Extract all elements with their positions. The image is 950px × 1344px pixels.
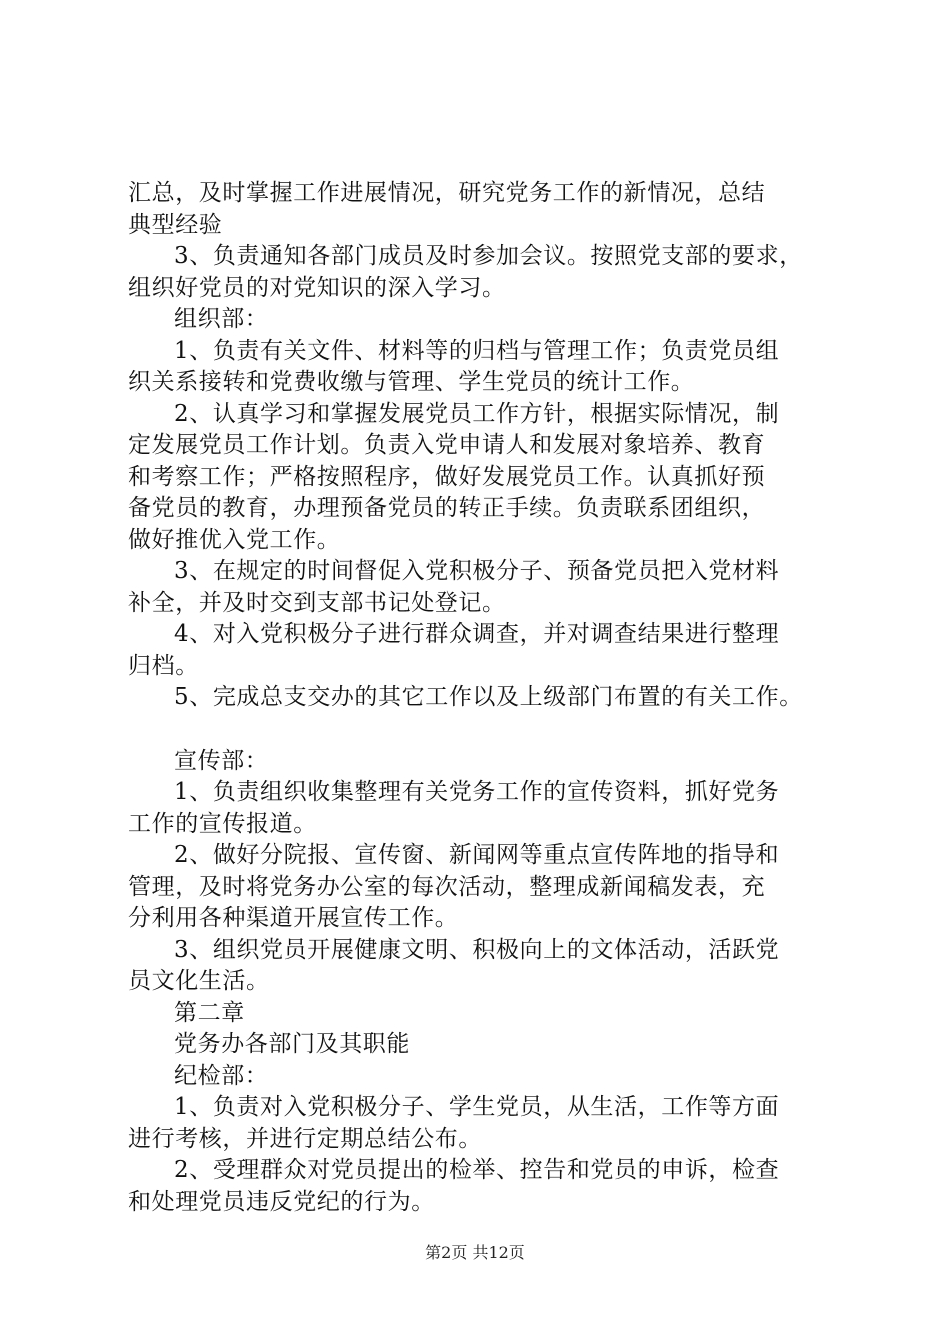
text-line: 1、负责对入党积极分子、学生党员，从生活，工作等方面 <box>174 1094 780 1120</box>
text-line: 归档。 <box>128 652 199 679</box>
text-line: 3、组织党员开展健康文明、积极向上的文体活动，活跃党 <box>174 936 780 963</box>
text-line: 1、负责组织收集整理有关党务工作的宣传资料，抓好党务 <box>174 779 780 805</box>
chapter-subtitle: 党务办各部门及其职能 <box>174 1031 410 1057</box>
text-line: 管理，及时将党务办公室的每次活动，整理成新闻稿发表，充 <box>128 873 766 900</box>
text-line: 2、做好分院报、宣传窗、新闻网等重点宣传阵地的指导和 <box>174 842 780 868</box>
text-line: 2、受理群众对党员提出的检举、控告和党员的申诉，检查 <box>174 1157 780 1183</box>
text-line: 织关系接转和党费收缴与管理、学生党员的统计工作。 <box>128 369 695 395</box>
page-number-footer: 第2页 共12页 <box>425 1243 525 1262</box>
text-line: 2、认真学习和掌握发展党员工作方针，根据实际情况，制 <box>174 400 780 427</box>
text-line: 定发展党员工作计划。负责入党申请人和发展对象培养、教育 <box>128 432 766 458</box>
paragraph-gap <box>128 714 840 746</box>
section-heading-discipline: 纪检部： <box>174 1062 269 1089</box>
text-line: 员文化生活。 <box>128 968 270 994</box>
text-line: 4、对入党积极分子进行群众调查，并对调查结果进行整理 <box>174 621 780 647</box>
text-line: 3、在规定的时间督促入党积极分子、预备党员把入党材料 <box>174 558 780 584</box>
text-line: 分利用各种渠道开展宣传工作。 <box>128 905 459 931</box>
text-line: 和考察工作；严格按照程序，做好发展党员工作。认真抓好预 <box>128 463 766 490</box>
text-line: 工作的宣传报道。 <box>128 810 317 837</box>
text-line: 备党员的教育，办理预备党员的转正手续。负责联系团组织， <box>128 495 766 521</box>
text-line: 汇总，及时掌握工作进展情况，研究党务工作的新情况，总结 <box>128 180 766 206</box>
chapter-heading: 第二章 <box>174 999 245 1026</box>
document-body <box>128 178 840 1218</box>
text-line: 1、负责有关文件、材料等的归档与管理工作；负责党员组 <box>174 337 780 364</box>
text-line: 补全，并及时交到支部书记处登记。 <box>128 589 506 616</box>
text-line: 做好推优入党工作。 <box>128 526 341 553</box>
section-heading-publicity: 宣传部： <box>174 747 269 774</box>
text-line: 进行考核，并进行定期总结公布。 <box>128 1125 482 1152</box>
text-line: 3、负责通知各部门成员及时参加会议。按照党支部的要求， <box>174 243 803 269</box>
section-heading-organization: 组织部： <box>174 306 269 332</box>
text-line: 5、完成总支交办的其它工作以及上级部门布置的有关工作。 <box>174 684 803 710</box>
text-line: 组织好党员的对党知识的深入学习。 <box>128 274 506 301</box>
text-line: 典型经验 <box>128 211 223 238</box>
text-line: 和处理党员违反党纪的行为。 <box>128 1188 435 1215</box>
